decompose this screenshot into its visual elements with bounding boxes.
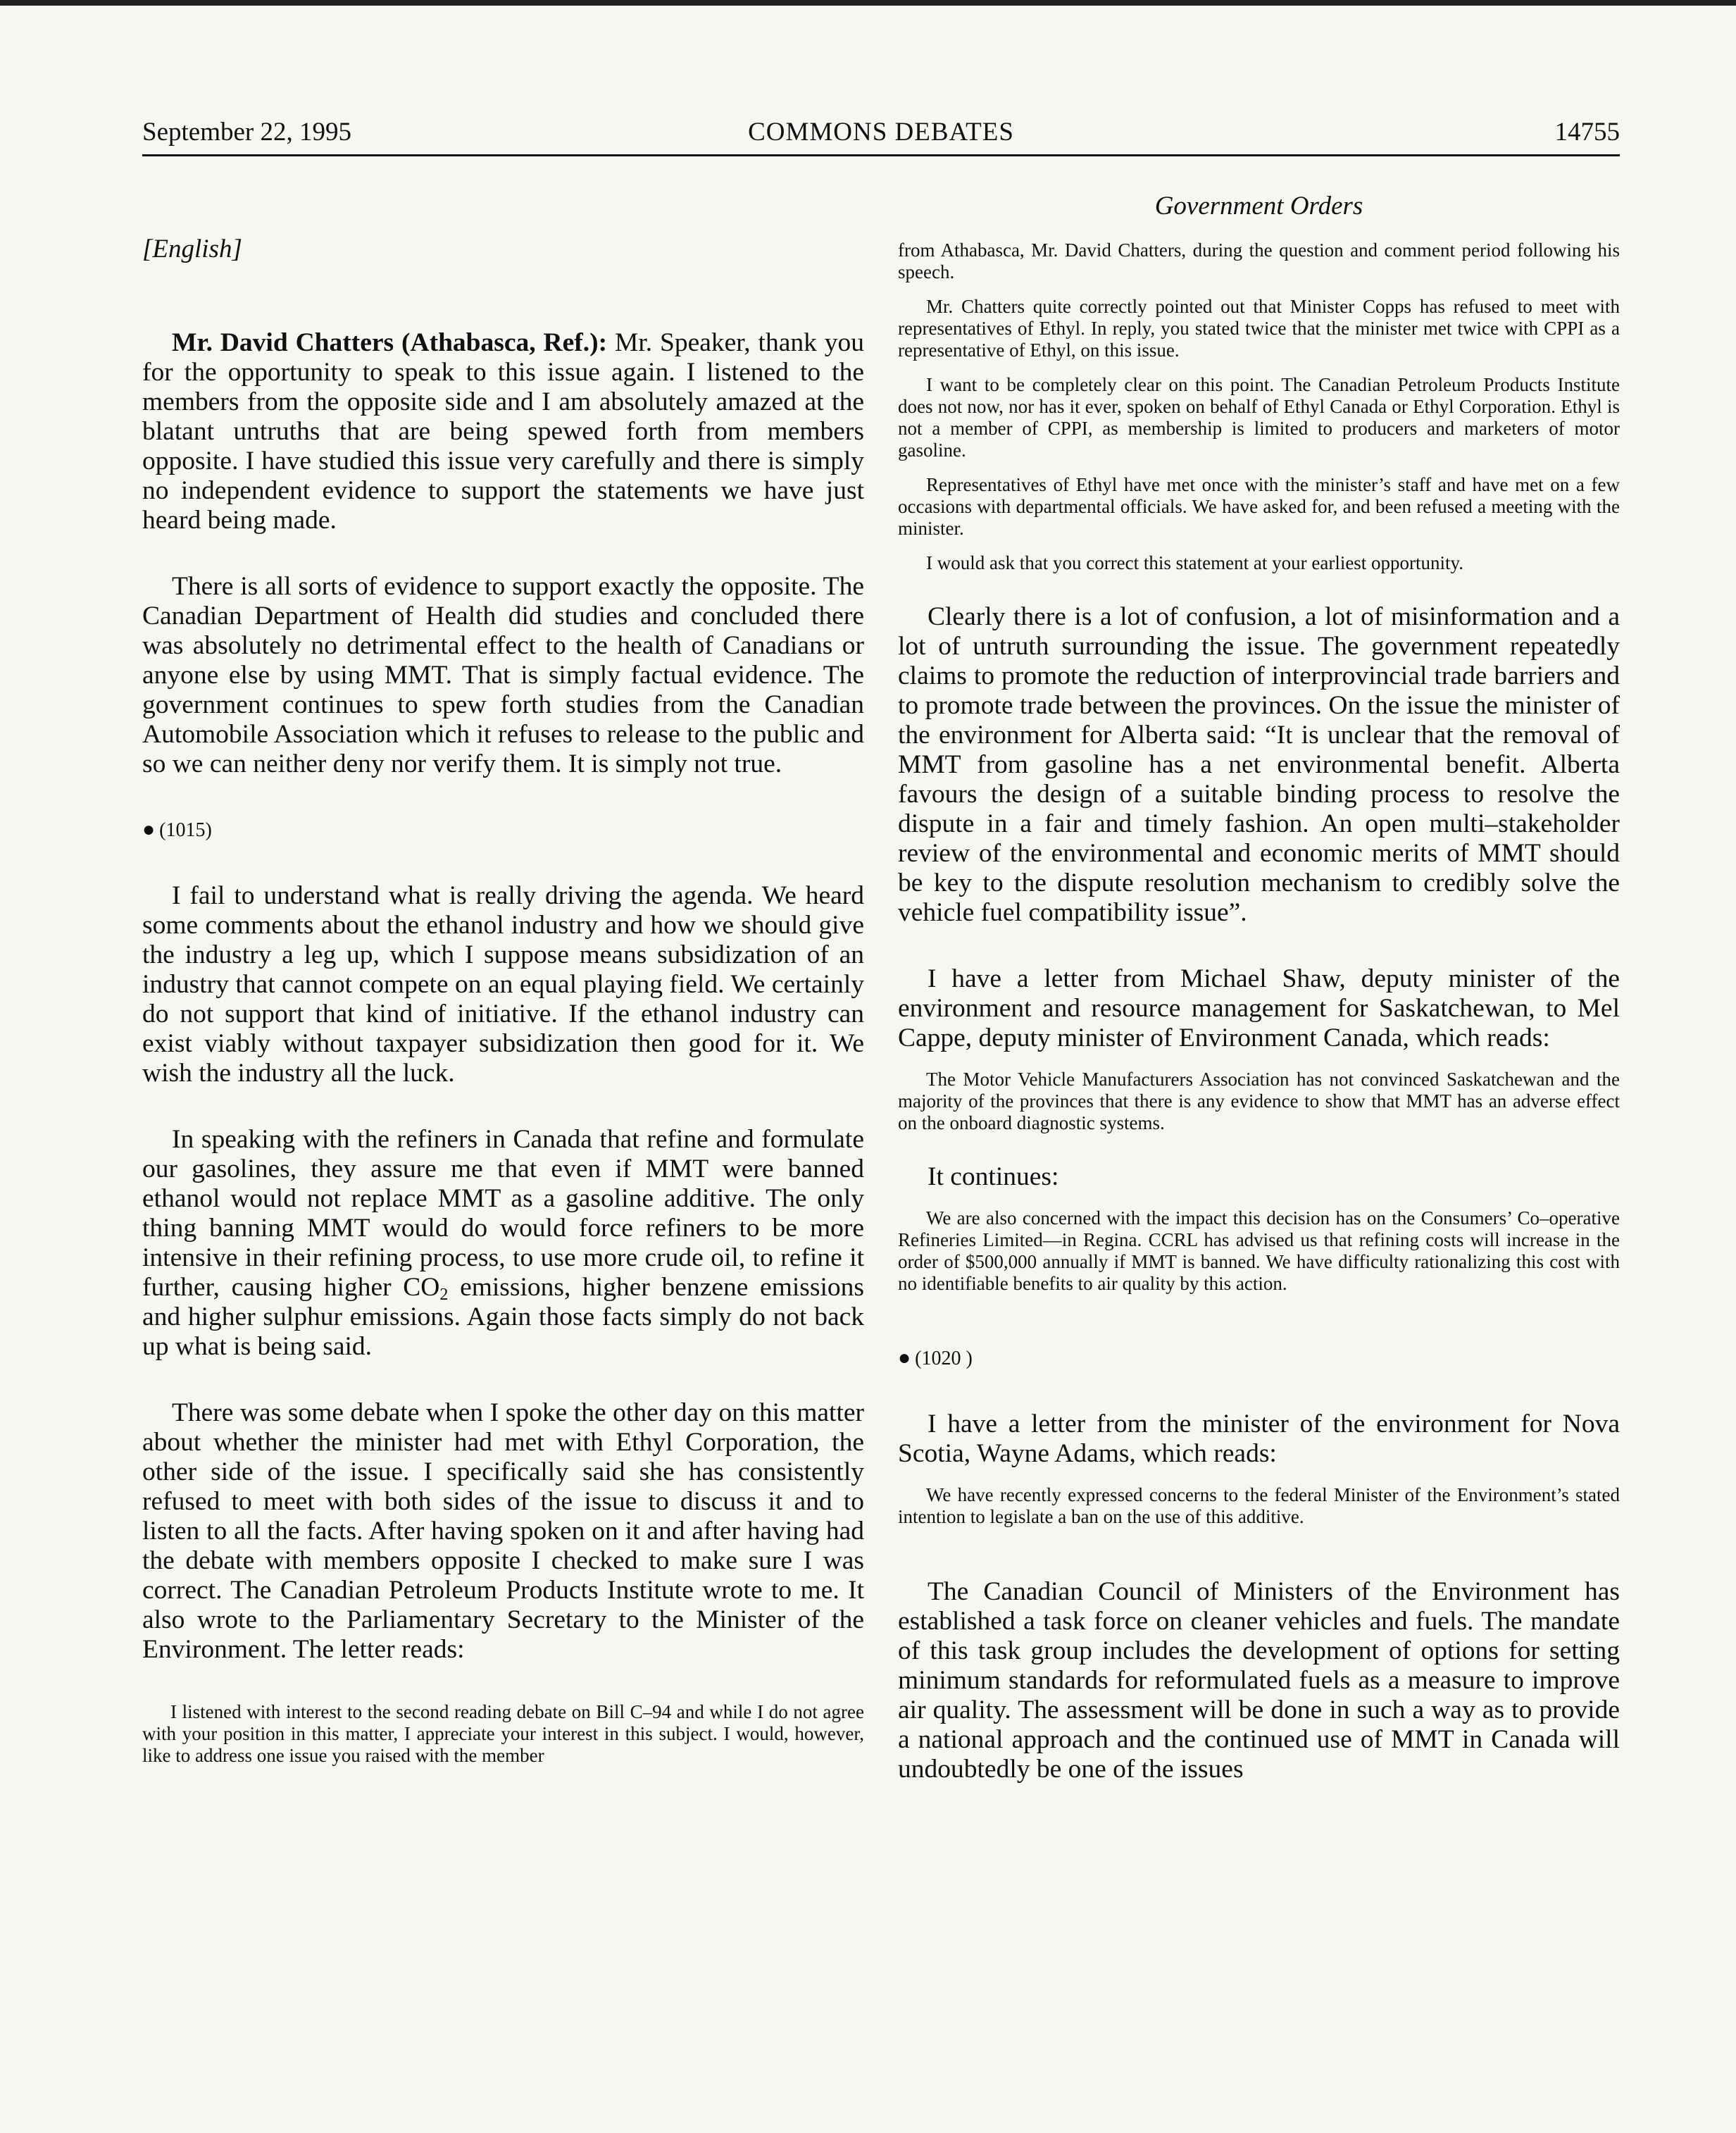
header-title: COMMONS DEBATES — [748, 118, 1014, 147]
header-page-number: 14755 — [1554, 118, 1620, 147]
header-date: September 22, 1995 — [142, 118, 351, 147]
quote-3: I want to be completely clear on this point. The Canadian Petroleum Products Institute does not now, nor has it ever, spoken on behalf of Ethyl Canada or Ethyl Corporation. Ethyl is not a member of CPPI, as membership is limited to producers and marketers of motor gasoline. — [898, 374, 1620, 461]
time-marker-1020 — [898, 1344, 1620, 1373]
quote-5: I would ask that you correct this statement at your earliest opportunity. — [926, 552, 1464, 573]
paragraph-6: Clearly there is a lot of confusion, a lot of misinformation and a lot of untruth surrounding the issue. The government repeatedly claims to promote the reduction of interprovincial trade barriers and to promote trade between the provinces. On the issue the minister of the environment for Alberta said: “It is unclear that the removal of MMT from gasoline has a net environmental benefit. Alberta favours the design of a suitable binding process to resolve the dispute in a fair and timely fashion. An open multi–stakeholder review of the environmental and economic merits of MMT should be key to the dispute resolution mechanism to credibly solve the vehicle fuel compatibility issue”. — [898, 602, 1620, 927]
paragraph-10: The Canadian Council of Ministers of the Environment has established a task force on cleaner vehicles and fuels. The mandate of this task group includes the development of options for setting minimum standards for reformulated fuels as a measure to improve air quality. The assessment will be done in such a way as to provide a national approach and the continued use of MMT in Canada will undoubtedly be one of the issues — [898, 1577, 1620, 1784]
quote-6: The Motor Vehicle Manufacturers Association has not convinced Saskatchewan and the majority of the provinces that there is any evidence to show that MMT has an adverse effect on the onboard diagnostic systems. — [898, 1069, 1620, 1133]
time-marker-text: (1015) — [159, 819, 212, 841]
scan-top-edge — [0, 0, 1736, 6]
quote-7: We are also concerned with the impact this decision has on the Consumers’ Co–operative Refineries Limited—in Regina. CCRL has advised us that refining costs will increase in the order of $500,000 annually if MMT is banned. We have difficulty rationalizing this cost with no identifiable benefits to air quality by this action. — [898, 1207, 1620, 1294]
co2-subscript: 2 — [439, 1286, 449, 1304]
paragraph-7: I have a letter from Michael Shaw, deputy minister of the environment and resource management for Saskatchewan, to Mel Cappe, deputy minister of Environment Canada, which reads: — [898, 964, 1620, 1052]
paragraph-2: There is all sorts of evidence to support exactly the opposite. The Canadian Department of Health did studies and concluded there was absolutely no detrimental effect to the health of Canadians or anyone else by using MMT. That is simply factual evidence. The government continues to spew forth studies from the Canadian Automobile Association which it refuses to release to the public and so we can neither deny nor verify them. It is simply not true. — [142, 572, 864, 778]
time-marker-1015 — [142, 816, 864, 845]
quote-8: We have recently expressed concerns to the federal Minister of the Environment’s stated intention to legislate a ban on the use of this additive. — [898, 1484, 1620, 1527]
running-head — [142, 114, 1620, 151]
quote-1: I listened with interest to the second reading debate on Bill C–94 and while I do not agree with your position in this matter, I appreciate your interest in this subject. I would, however, like to address one issue you raised with the member — [142, 1701, 864, 1766]
header-rule — [142, 154, 1620, 156]
right-column — [898, 240, 1620, 1784]
paragraph-5: There was some debate when I spoke the other day on this matter about whether the minister had met with Ethyl Corporation, the other side of the issue. I specifically said she has consistently refused to meet with both sides of the issue to discuss it and to listen to all the facts. After having spoken on it and after having had the debate with members opposite I checked to make sure I was correct. The Canadian Petroleum Products Institute wrote to me. It also wrote to the Parliamentary Secretary to the Minister of the Environment. The letter reads: — [142, 1398, 864, 1664]
paragraph-9: I have a letter from the minister of the environment for Nova Scotia, Wayne Adams, which reads: — [898, 1410, 1620, 1468]
paragraph-4 — [142, 1125, 864, 1362]
paragraph-1-text: Mr. Speaker, thank you for the opportunity to speak to this issue again. I listened to the members from the opposite side and I am absolutely amazed at the blatant untruths that are being spewed forth from members opposite. I have studied this issue very carefully and there is simply no independent evidence to support the statements we have just heard being made. — [142, 328, 864, 535]
time-marker-text: (1020 ) — [915, 1348, 973, 1369]
paragraph-8: It continues: — [928, 1162, 1059, 1191]
paragraph-1 — [142, 328, 864, 535]
language-tag: [English] — [142, 235, 242, 263]
quote-2: Mr. Chatters quite correctly pointed out that Minister Copps has refused to meet with representatives of Ethyl. In reply, you stated twice that the minister met twice with CPPI as a representative of Ethyl, on this issue. — [898, 296, 1620, 361]
section-label: Government Orders — [1154, 192, 1363, 220]
paragraph-4-text-b: emissions, higher benzene emissions and higher sulphur emissions. Again those facts simply do not back up what is being said. — [142, 1273, 864, 1361]
quote-1-continued: from Athabasca, Mr. David Chatters, during the question and comment period following his speech. — [898, 240, 1620, 282]
quote-4: Representatives of Ethyl have met once with the minister’s staff and have met on a few occasions with departmental officials. We have asked for, and been refused a meeting with the minister. — [898, 474, 1620, 539]
bullet-icon: ● — [898, 1346, 911, 1369]
speaker-name: Mr. David Chatters (Athabasca, Ref.): — [172, 328, 608, 357]
paragraph-4-text-a: In speaking with the refiners in Canada that refine and formulate our gasolines, they assure me that even if MMT were banned ethanol would not replace MMT as a gasoline additive. The only thing banning MMT would do would force refiners to be more intensive in their refining process, to use more crude oil, to refine it further, causing higher CO — [142, 1125, 864, 1302]
left-column — [142, 232, 864, 1779]
bullet-icon: ● — [142, 818, 156, 841]
paragraph-3: I fail to understand what is really driving the agenda. We heard some comments about the ethanol industry and how we should give the industry a leg up, which I suppose means subsidization of an industry that cannot compete on an equal playing field. We certainly do not support that kind of initiative. If the ethanol industry can exist viably without taxpayer subsidization then good for it. We wish the industry all the luck. — [142, 881, 864, 1088]
